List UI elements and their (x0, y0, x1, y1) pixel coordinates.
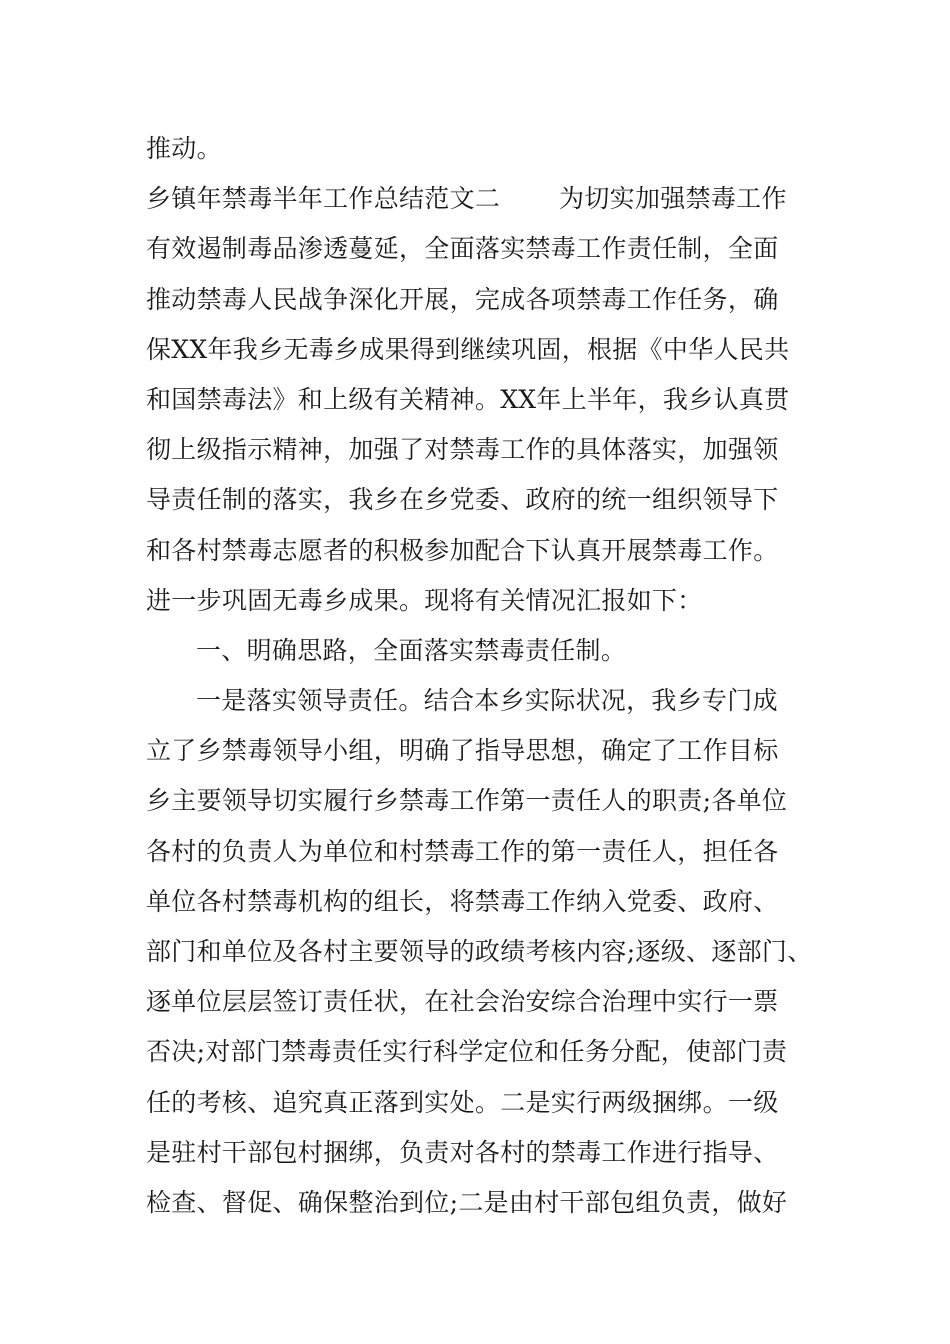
text-line: 各村的负责人为单位和村禁毒工作的第一责任人，担任各 (146, 836, 779, 866)
text-line: 有效遏制毒品渗透蔓延，全面落实禁毒工作责任制，全面 (146, 234, 779, 264)
text-line: 推动。 (146, 134, 222, 163)
text-line: 否决;对部门禁毒责任实行科学定位和任务分配，使部门责 (146, 1037, 788, 1067)
text-line: 彻上级指示精神，加强了对禁毒工作的具体落实，加强领 (146, 435, 779, 465)
text-line: 立了乡禁毒领导小组，明确了指导思想，确定了工作目标 (146, 736, 779, 766)
text-line: 逐单位层层签订责任状，在社会治安综合治理中实行一票 (146, 987, 779, 1017)
text-line: 导责任制的落实，我乡在乡党委、政府的统一组织领导下 (146, 485, 779, 515)
text-line: 任的考核、追究真正落到实处。二是实行两级捆绑。一级 (146, 1087, 779, 1117)
document-body (146, 124, 826, 1228)
text-line: 是驻村干部包村捆绑，负责对各村的禁毒工作进行指导、 (146, 1137, 779, 1167)
text-line: 检查、督促、确保整治到位;二是由村干部包组负责，做好 (146, 1187, 788, 1217)
text-line: 和各村禁毒志愿者的积极参加配合下认真开展禁毒工作。 (146, 535, 779, 565)
text-line: 单位各村禁毒机构的组长，将禁毒工作纳入党委、政府、 (146, 886, 779, 916)
text-line: 乡主要领导切实履行乡禁毒工作第一责任人的职责;各单位 (146, 786, 788, 816)
text-line: 推动禁毒人民战争深化开展，完成各项禁毒工作任务，确 (146, 284, 779, 314)
text-line: 保XX年我乡无毒乡成果得到继续巩固，根据《中华人民共 (146, 334, 790, 364)
text-line: 乡镇年禁毒半年工作总结范文二 为切实加强禁毒工作 (146, 184, 787, 214)
text-line: 部门和单位及各村主要领导的政绩考核内容;逐级、逐部门、 (146, 937, 813, 966)
text-line: 和国禁毒法》和上级有关精神。XX年上半年，我乡认真贯 (146, 384, 790, 414)
text-line: 进一步巩固无毒乡成果。现将有关情况汇报如下： (146, 585, 703, 615)
paragraph-start-line: 一是落实领导责任。结合本乡实际状况，我乡专门成 (196, 686, 778, 716)
section-heading: 一、明确思路，全面落实禁毒责任制。 (196, 635, 627, 665)
